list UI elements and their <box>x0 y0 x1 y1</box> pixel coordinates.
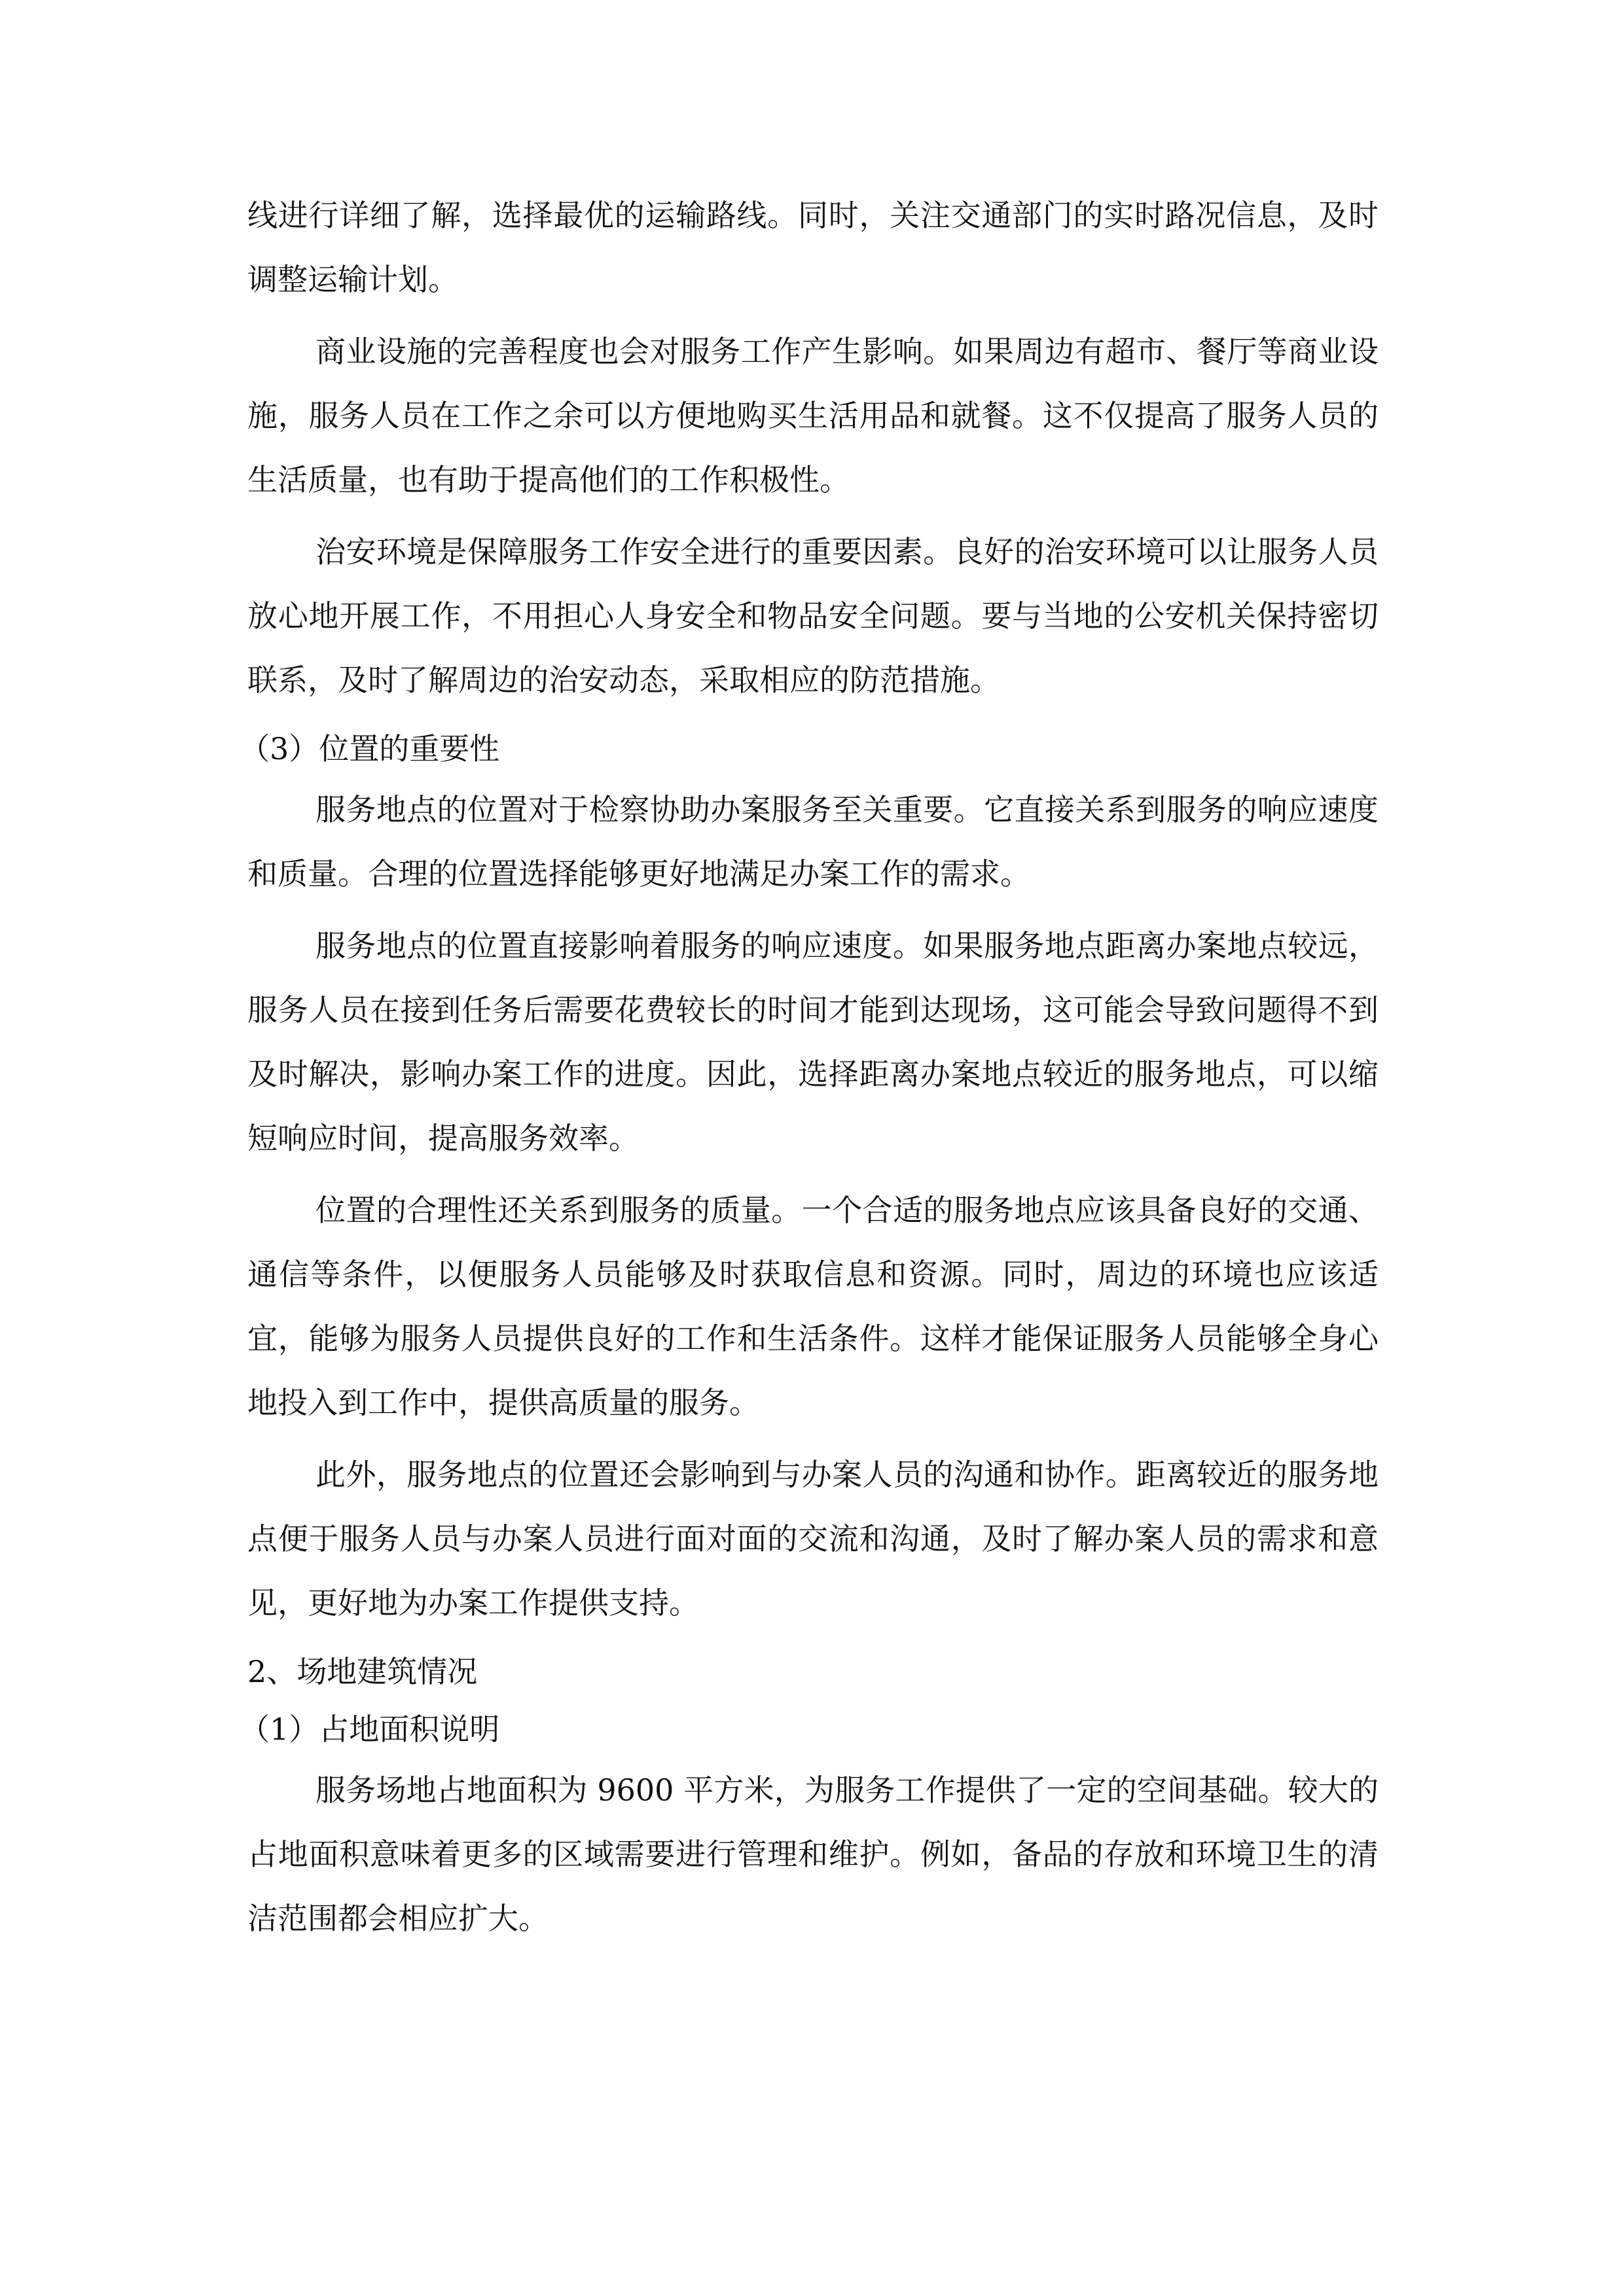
paragraph-communication: 此外，服务地点的位置还会影响到与办案人员的沟通和协作。距离较近的服务地点便于服务人员与办案人员进行面对面的交流和沟通，及时了解办案人员的需求和意见，更好地为办案工作提供支持。 <box>247 1457 1379 1621</box>
heading-area-description: （1）占地面积说明 <box>240 1712 500 1747</box>
paragraph-transport-route: 线进行详细了解，选择最优的运输路线。同时，关注交通部门的实时路况信息，及时调整运输计划。 <box>247 198 1379 297</box>
paragraph-location-significance: 服务地点的位置对于检察协助办案服务至关重要。它直接关系到服务的响应速度和质量。合理的位置选择能够更好地满足办案工作的需求。 <box>247 792 1379 891</box>
document-page <box>240 183 1379 1958</box>
paragraph-response-speed: 服务地点的位置直接影响着服务的响应速度。如果服务地点距离办案地点较远，服务人员在接到任务后需要花费较长的时间才能到达现场，这可能会导致问题得不到及时解决，影响办案工作的进度。因此，选择距离办案地点较近的服务地点，可以缩短响应时间，提高服务效率。 <box>247 928 1379 1156</box>
heading-location-importance: （3）位置的重要性 <box>240 731 500 766</box>
paragraph-commercial-facilities: 商业设施的完善程度也会对服务工作产生影响。如果周边有超市、餐厅等商业设施，服务人员在工作之余可以方便地购买生活用品和就餐。这不仅提高了服务人员的生活质量，也有助于提高他们的工作积极性。 <box>247 334 1379 497</box>
paragraph-site-area: 服务场地占地面积为 9600 平方米，为服务工作提供了一定的空间基础。较大的占地面积意味着更多的区域需要进行管理和维护。例如，备品的存放和环境卫生的清洁范围都会相应扩大。 <box>247 1772 1379 1936</box>
paragraph-security-environment: 治安环境是保障服务工作安全进行的重要因素。良好的治安环境可以让服务人员放心地开展工作，不用担心人身安全和物品安全问题。要与当地的公安机关保持密切联系，及时了解周边的治安动态，采取相应的防范措施。 <box>247 534 1379 698</box>
heading-site-buildings: 2、场地建筑情况 <box>247 1654 478 1689</box>
paragraph-service-quality: 位置的合理性还关系到服务的质量。一个合适的服务地点应该具备良好的交通、通信等条件，以便服务人员能够及时获取信息和资源。同时，周边的环境也应该适宜，能够为服务人员提供良好的工作和生活条件。这样才能保证服务人员能够全身心地投入到工作中，提供高质量的服务。 <box>247 1193 1379 1420</box>
